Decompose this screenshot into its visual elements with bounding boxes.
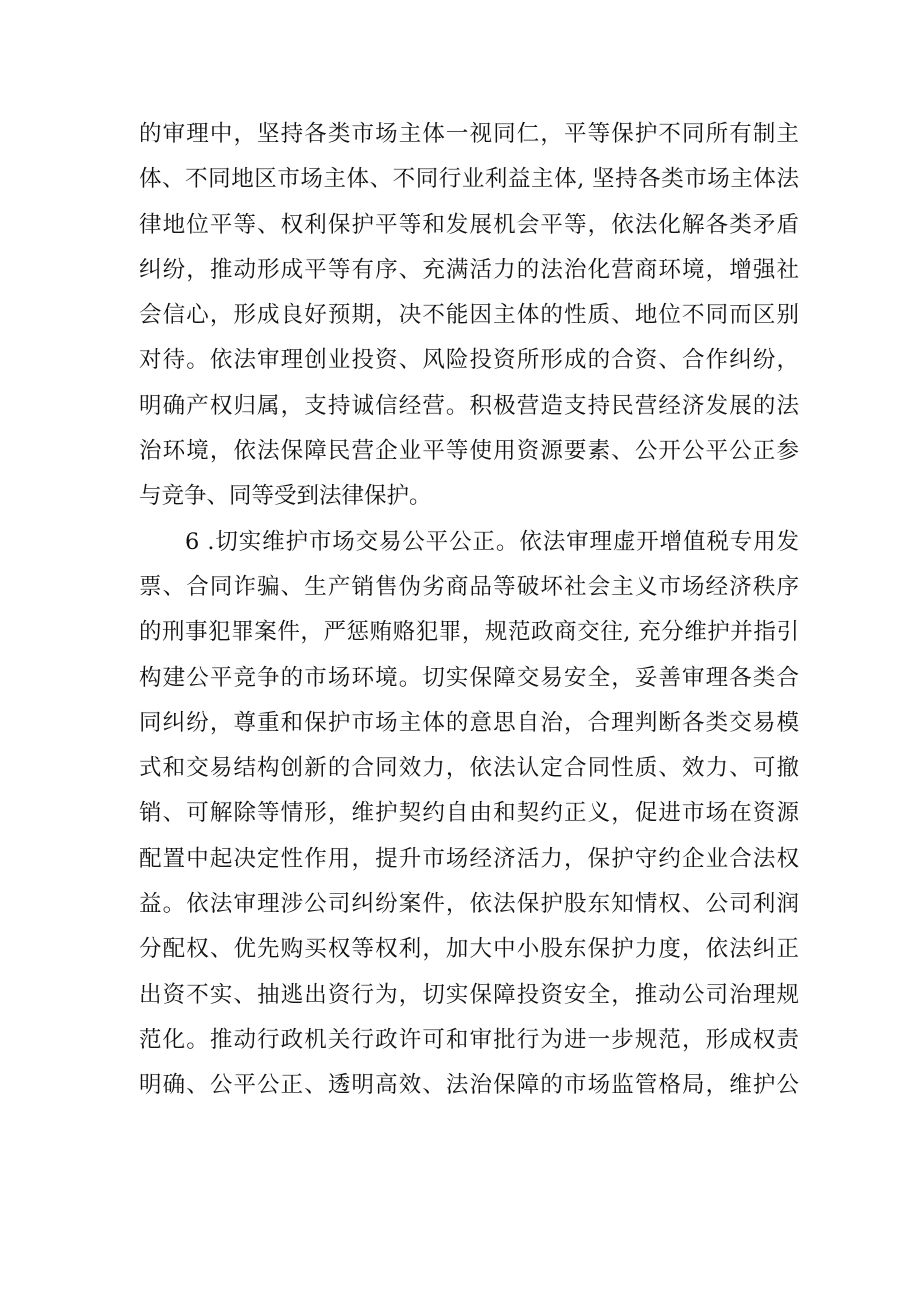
paragraph-line: 票、合同诈骗、生产销售伪劣商品等破坏社会主义市场经济秩序	[139, 573, 799, 600]
paragraph-line: 益。依法审理涉公司纠纷案件，依法保护股东知情权、公司利润	[139, 891, 799, 918]
paragraph-line: 式和交易结构创新的合同效力，依法认定合同性质、效力、可撤	[139, 755, 799, 782]
paragraph-line: 构建公平竞争的市场环境。切实保障交易安全，妥善审理各类合	[139, 664, 799, 691]
paragraph-line: 范化。推动行政机关行政许可和审批行为进一步规范，形成权责	[139, 1026, 799, 1053]
paragraph-line: 律地位平等、权利保护平等和发展机会平等，依法化解各类矛盾	[139, 211, 799, 238]
paragraph-line: 对待。依法审理创业投资、风险投资所形成的合资、合作纠纷，	[139, 347, 799, 374]
paragraph-line: 明确、公平公正、透明高效、法治保障的市场监管格局，维护公	[139, 1072, 799, 1099]
paragraph-line: 配置中起决定性作用，提升市场经济活力，保护守约企业合法权	[139, 845, 799, 872]
paragraph-line: 出资不实、抽逃出资行为，切实保障投资安全，推动公司治理规	[139, 981, 799, 1008]
document-body	[139, 112, 799, 1109]
paragraph-line: 治环境，依法保障民营企业平等使用资源要素、公开公平公正参	[139, 438, 799, 465]
paragraph-line: 的审理中，坚持各类市场主体一视同仁，平等保护不同所有制主	[139, 121, 799, 147]
paragraph-line: 与竞争、同等受到法律保护。	[139, 483, 432, 510]
paragraph-line: 纠纷，推动形成平等有序、充满活力的法治化营商环境，增强社	[139, 256, 799, 283]
paragraph-line: 6 .切实维护市场交易公平公正。依法审理虚开增值税专用发	[185, 528, 799, 555]
paragraph-1	[139, 112, 799, 520]
paragraph-line: 会信心，形成良好预期，决不能因主体的性质、地位不同而区别	[139, 302, 799, 329]
paragraph-2	[139, 520, 799, 1109]
paragraph-line: 的刑事犯罪案件，严惩贿赂犯罪，规范政商交往, 充分维护并指引	[139, 619, 799, 646]
paragraph-line: 体、不同地区市场主体、不同行业利益主体, 坚持各类市场主体法	[139, 166, 799, 193]
paragraph-line: 同纠纷，尊重和保护市场主体的意思自治，合理判断各类交易模	[139, 709, 799, 736]
paragraph-line: 销、可解除等情形，维护契约自由和契约正义，促进市场在资源	[139, 800, 799, 827]
paragraph-line: 明确产权归属，支持诚信经营。积极营造支持民营经济发展的法	[139, 392, 799, 419]
paragraph-line: 分配权、优先购买权等权利，加大中小股东保护力度，依法纠正	[139, 936, 799, 963]
